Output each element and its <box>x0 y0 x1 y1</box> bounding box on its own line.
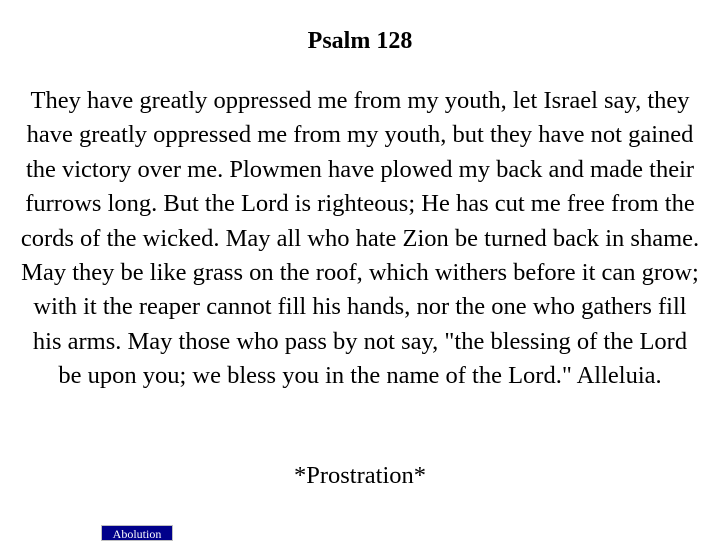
abolution-nav-button[interactable]: Abolution <box>101 525 173 541</box>
prostration-rubric: *Prostration* <box>293 462 427 489</box>
psalm-text: They have greatly oppressed me from my youth, let Israel say, they have greatly oppressed me from my youth, but they have not gained the victory over me. Plowmen have plowed my back and made their furrows long. But the Lord is righteous; He has cut me free from the cords of the wicked. May all who hate Zion be turned back in shame. May they be like grass on the roof, which withers before it can grow; with it the reaper cannot fill his hands, nor the one who gathers fill his arms. May those who pass by not say, "the blessing of the Lord be upon you; we bless you in the name of the Lord." Alleluia. <box>20 87 700 390</box>
psalm-title: Psalm 128 <box>307 28 413 54</box>
